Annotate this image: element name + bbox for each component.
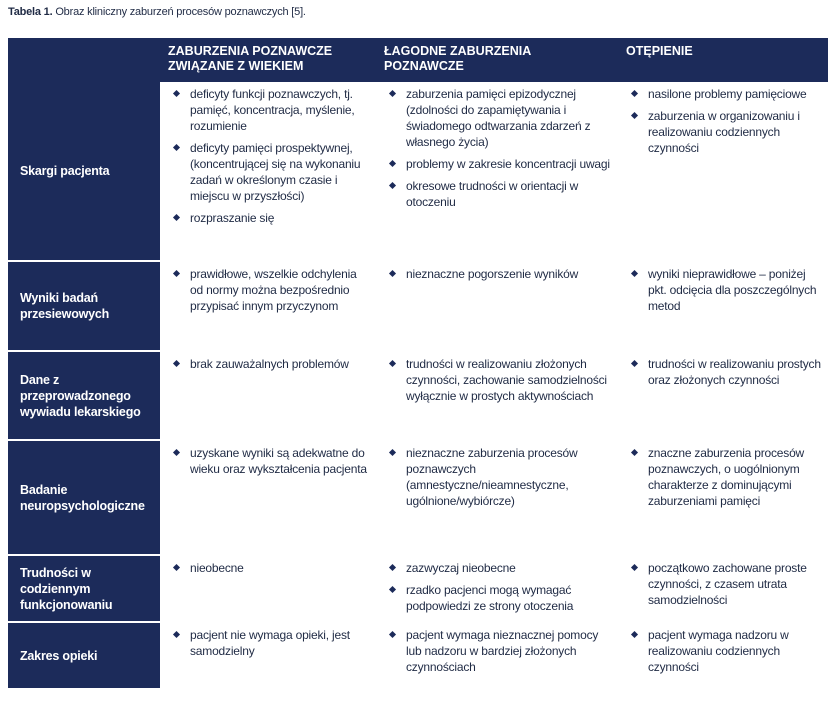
table-cell [160, 82, 376, 261]
table-cell [618, 261, 828, 351]
list-item: zazwyczaj nieobecne [380, 560, 614, 576]
column-header: ŁAGODNE ZABURZENIA POZNAWCZE [376, 38, 618, 82]
bullet-list [380, 86, 614, 210]
list-item: okresowe trudności w orientacji w otoczeniu [380, 178, 614, 210]
column-header: OTĘPIENIE [618, 38, 828, 82]
row-header: Trudności w codziennym funkcjonowaniu [8, 555, 160, 622]
bullet-list [622, 445, 824, 509]
list-item: deficyty funkcji poznawczych, tj. pamięć, koncentracja, myślenie, rozumienie [164, 86, 372, 134]
list-item: zaburzenia w organizowaniu i realizowaniu codziennych czynności [622, 108, 824, 156]
list-item: deficyty pamięci prospektywnej, (koncentrującej się na wykonaniu zadań w określonym czasie i miejscu w przyszłości) [164, 140, 372, 204]
list-item: znaczne zaburzenia procesów poznawczych, o uogólnionym charakterze z dominującymi zaburzeniami pamięci [622, 445, 824, 509]
bullet-list [380, 445, 614, 509]
table-cell [376, 555, 618, 622]
header-row [8, 38, 828, 82]
caption-label: Tabela 1. [8, 6, 53, 18]
table-caption [8, 6, 306, 18]
list-item: uzyskane wyniki są adekwatne do wieku oraz wykształcenia pacjenta [164, 445, 372, 477]
list-item: początkowo zachowane proste czynności, z czasem utrata samodzielności [622, 560, 824, 608]
list-item: pacjent wymaga nieznacznej pomocy lub nadzoru w bardziej złożonych czynnościach [380, 627, 614, 675]
row-header: Dane z przeprowadzonego wywiadu lekarskiego [8, 351, 160, 440]
table-cell [376, 622, 618, 689]
bullet-list [622, 356, 824, 388]
table-cell [376, 440, 618, 555]
table-cell [618, 440, 828, 555]
column-header: ZABURZENIA POZNAWCZE ZWIĄZANE Z WIEKIEM [160, 38, 376, 82]
table-row [8, 351, 828, 440]
row-header: Badanie neuropsychologiczne [8, 440, 160, 555]
bullet-list [622, 86, 824, 156]
list-item: prawidłowe, wszelkie odchylenia od normy można bezpośrednio przypisać innym przyczynom [164, 266, 372, 314]
table-cell [618, 82, 828, 261]
caption-text: Obraz kliniczny zaburzeń procesów poznawczych [5]. [55, 6, 306, 18]
list-item: brak zauważalnych problemów [164, 356, 372, 372]
list-item: problemy w zakresie koncentracji uwagi [380, 156, 614, 172]
bullet-list [164, 356, 372, 372]
row-header: Zakres opieki [8, 622, 160, 689]
list-item: rzadko pacjenci mogą wymagać podpowiedzi ze strony otoczenia [380, 582, 614, 614]
table-cell [618, 351, 828, 440]
table-cell [160, 351, 376, 440]
list-item: wyniki nieprawidłowe – poniżej pkt. odcięcia dla poszczególnych metod [622, 266, 824, 314]
table-cell [618, 622, 828, 689]
table-row [8, 261, 828, 351]
table-body [8, 82, 828, 689]
list-item: trudności w realizowaniu prostych oraz złożonych czynności [622, 356, 824, 388]
bullet-list [380, 356, 614, 404]
bullet-list [380, 627, 614, 675]
table-cell [376, 261, 618, 351]
bullet-list [622, 627, 824, 675]
table-cell [376, 82, 618, 261]
list-item: pacjent nie wymaga opieki, jest samodzielny [164, 627, 372, 659]
bullet-list [380, 266, 614, 282]
header-corner [8, 38, 160, 82]
table-cell [160, 440, 376, 555]
row-header: Skargi pacjenta [8, 82, 160, 261]
table-cell [160, 622, 376, 689]
bullet-list [622, 266, 824, 314]
bullet-list [164, 266, 372, 314]
list-item: pacjent wymaga nadzoru w realizowaniu codziennych czynności [622, 627, 824, 675]
table-cell [160, 555, 376, 622]
list-item: nieznaczne zaburzenia procesów poznawczych (amnestyczne/nieamnestyczne, ugólnione/wybiórcze) [380, 445, 614, 509]
table-row [8, 555, 828, 622]
table-cell [618, 555, 828, 622]
bullet-list [164, 445, 372, 477]
bullet-list [380, 560, 614, 614]
table-cell [160, 261, 376, 351]
bullet-list [164, 560, 372, 576]
table-cell [376, 351, 618, 440]
row-header: Wyniki badań przesiewowych [8, 261, 160, 351]
clinical-picture-table [8, 38, 828, 690]
list-item: rozpraszanie się [164, 210, 372, 226]
list-item: nieobecne [164, 560, 372, 576]
list-item: trudności w realizowaniu złożonych czynności, zachowanie samodzielności wyłącznie w prostych aktywnościach [380, 356, 614, 404]
bullet-list [622, 560, 824, 608]
list-item: nasilone problemy pamięciowe [622, 86, 824, 102]
table-row [8, 622, 828, 689]
list-item: zaburzenia pamięci epizodycznej (zdolności do zapamiętywania i świadomego odtwarzania zdarzeń z własnego życia) [380, 86, 614, 150]
list-item: nieznaczne pogorszenie wyników [380, 266, 614, 282]
table-row [8, 82, 828, 261]
table-row [8, 440, 828, 555]
bullet-list [164, 86, 372, 226]
bullet-list [164, 627, 372, 659]
